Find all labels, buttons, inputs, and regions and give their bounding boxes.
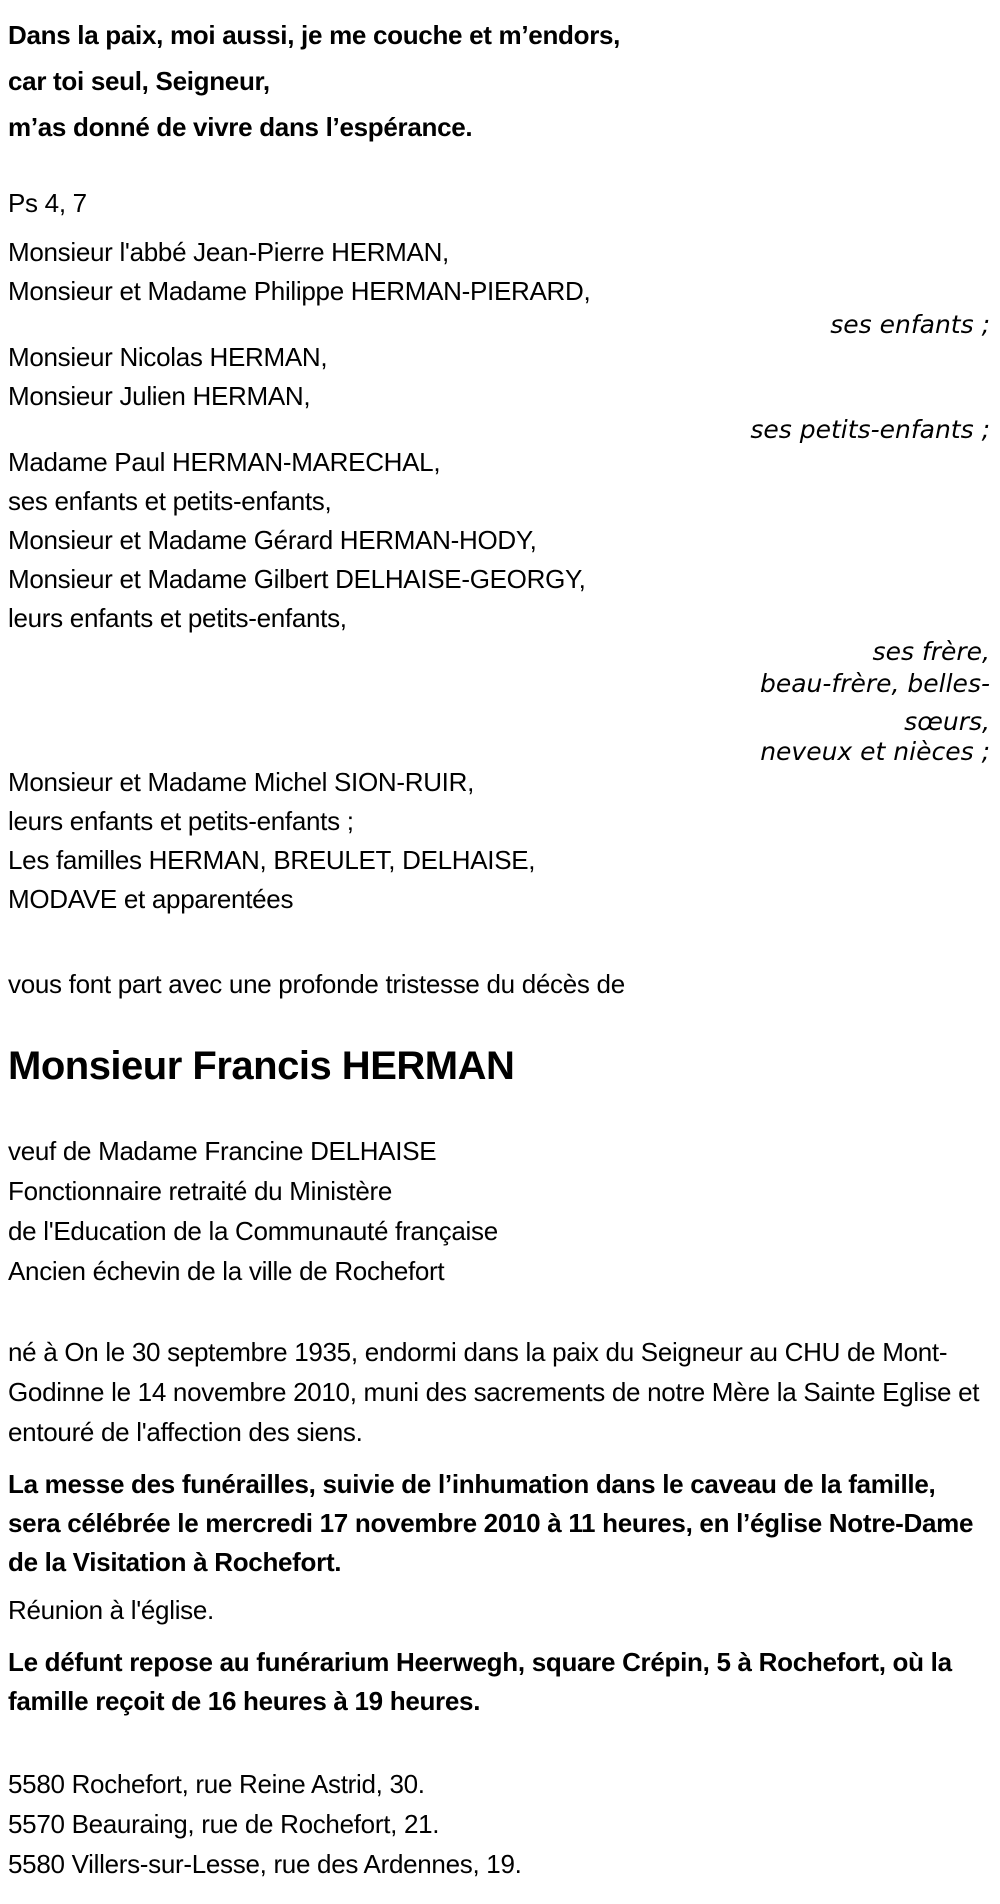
family-names-block [8, 763, 990, 919]
relation-line: ses petits-enfants ; [750, 415, 990, 444]
family-relation-block [8, 416, 990, 443]
verse-line: car toi seul, Seigneur, [8, 66, 270, 96]
funeral-mass-paragraph: La messe des funérailles, suivie de l’inhumation dans le caveau de la famille, sera célébrée le mercredi 17 novembre 2010 à 11 heures, en l’église Notre-Dame de la Visitation à Rochefort. [8, 1469, 974, 1577]
address-line: 5580 Rochefort, rue Reine Astrid, 30. [8, 1769, 425, 1799]
family-names-block [8, 443, 990, 638]
family-relation-block [8, 637, 990, 766]
deceased-title-line: de l'Education de la Communauté française [8, 1216, 498, 1246]
family-member-line: Monsieur et Madame Michel SION-RUIR, [8, 767, 474, 797]
announcement-intro: vous font part avec une profonde tristesse du décès de [8, 969, 625, 999]
deceased-titles [8, 1131, 990, 1291]
family-member-line: Madame Paul HERMAN-MARECHAL, [8, 447, 441, 477]
family-member-line: MODAVE et apparentées [8, 884, 294, 914]
deceased-name: Monsieur Francis HERMAN [8, 1044, 515, 1088]
family-member-line: Monsieur l'abbé Jean-Pierre HERMAN, [8, 237, 449, 267]
family-member-line: Monsieur et Madame Gilbert DELHAISE-GEORGY, [8, 564, 586, 594]
repose-paragraph: Le défunt repose au funérarium Heerwegh, square Crépin, 5 à Rochefort, où la famille reçoit de 16 heures à 19 heures. [8, 1647, 952, 1716]
biography-paragraph: né à On le 30 septembre 1935, endormi dans la paix du Seigneur au CHU de Mont-Godinne le 14 novembre 2010, muni des sacrements de notre Mère la Sainte Eglise et entouré de l'affection des siens. [8, 1337, 980, 1447]
deceased-title-line: veuf de Madame Francine DELHAISE [8, 1136, 437, 1166]
family-member-line: leurs enfants et petits-enfants, [8, 603, 347, 633]
psalm-reference: Ps 4, 7 [8, 188, 87, 218]
family-member-line: ses enfants et petits-enfants, [8, 486, 332, 516]
church-meeting-note: Réunion à l'église. [8, 1595, 214, 1625]
family-names-block [8, 233, 990, 311]
relation-line: neveux et nièces ; [760, 737, 990, 766]
opening-verse [8, 12, 990, 150]
family-member-line: leurs enfants et petits-enfants ; [8, 806, 354, 836]
deceased-title-line: Ancien échevin de la ville de Rochefort [8, 1256, 445, 1286]
verse-line: Dans la paix, moi aussi, je me couche et m’endors, [8, 20, 621, 50]
relation-line: beau-frère, belles- [759, 669, 990, 698]
relation-line: ses frère, [872, 637, 990, 666]
family-relation-block [8, 311, 990, 338]
family-member-line: Monsieur Julien HERMAN, [8, 381, 311, 411]
family-list [8, 233, 990, 919]
family-names-block [8, 338, 990, 416]
relation-line: sœurs, [904, 707, 990, 736]
address-line: 5570 Beauraing, rue de Rochefort, 21. [8, 1809, 440, 1839]
deceased-title-line: Fonctionnaire retraité du Ministère [8, 1176, 393, 1206]
family-member-line: Monsieur et Madame Philippe HERMAN-PIERARD, [8, 276, 591, 306]
family-member-line: Monsieur Nicolas HERMAN, [8, 342, 328, 372]
family-member-line: Monsieur et Madame Gérard HERMAN-HODY, [8, 525, 537, 555]
address-line: 5580 Villers-sur-Lesse, rue des Ardennes, 19. [8, 1849, 522, 1879]
relation-line: ses enfants ; [830, 310, 990, 339]
addresses-list [8, 1764, 990, 1884]
family-member-line: Les familles HERMAN, BREULET, DELHAISE, [8, 845, 536, 875]
verse-line: m’as donné de vivre dans l’espérance. [8, 112, 473, 142]
